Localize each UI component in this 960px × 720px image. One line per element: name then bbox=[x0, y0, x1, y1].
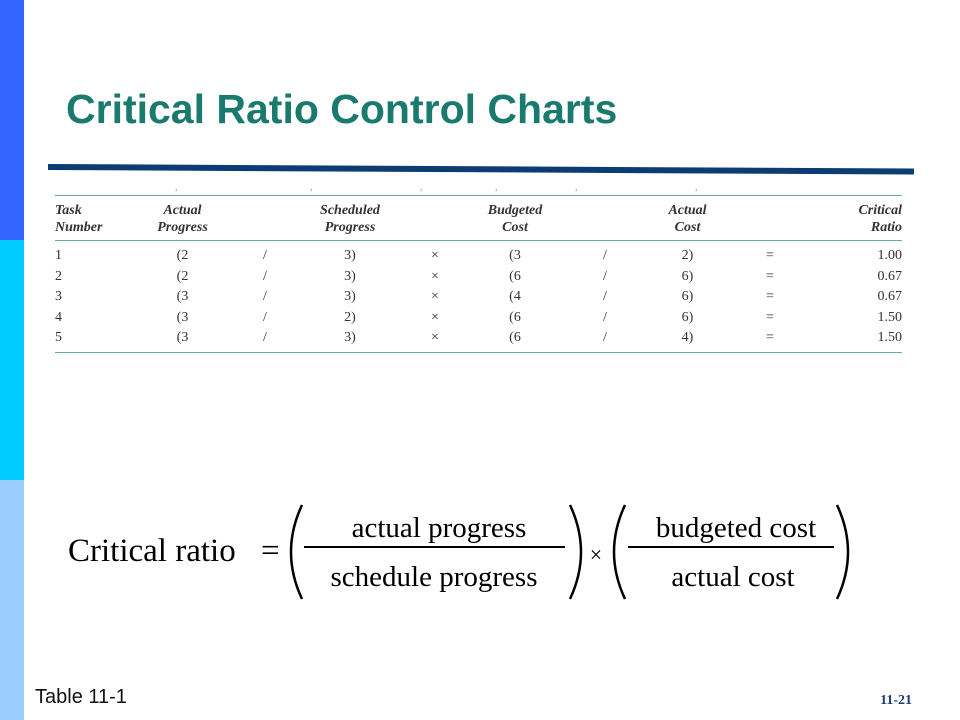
critical-ratio-value: 1.00 bbox=[877, 248, 902, 263]
scheduled-progress: 3) bbox=[344, 268, 356, 284]
equals-operator: = bbox=[725, 328, 815, 352]
critical-ratio-value: 1.50 bbox=[877, 309, 902, 325]
formula-lhs: Critical ratio bbox=[68, 533, 236, 569]
actual-cost: 6) bbox=[681, 309, 694, 325]
table-row bbox=[55, 328, 902, 352]
right-paren-1 bbox=[570, 505, 581, 599]
divide-operator: / bbox=[263, 309, 267, 325]
equals-operator: = bbox=[766, 268, 774, 284]
table-header-row bbox=[55, 196, 902, 241]
table-row bbox=[55, 308, 902, 329]
header-actual-cost: Actual Cost bbox=[650, 196, 725, 241]
left-paren-1 bbox=[291, 505, 302, 599]
divide-operator: / bbox=[560, 328, 650, 352]
fraction1-denominator: schedule progress bbox=[330, 561, 538, 593]
budgeted-cost: (6 bbox=[470, 328, 560, 352]
actual-cost: 2) bbox=[681, 248, 694, 263]
left-paren-2 bbox=[614, 505, 625, 599]
task-number: 1 bbox=[55, 248, 62, 263]
divide-operator: / bbox=[263, 248, 267, 263]
title-underline bbox=[48, 164, 914, 175]
slide-title: Critical Ratio Control Charts bbox=[66, 86, 618, 132]
actual-progress: (3 bbox=[135, 328, 230, 352]
divide-operator: / bbox=[603, 248, 607, 263]
critical-ratio-table bbox=[55, 195, 902, 353]
scheduled-progress: 3) bbox=[344, 289, 356, 304]
scan-artifact: , , , , , , bbox=[175, 186, 698, 193]
divide-operator: / bbox=[603, 289, 607, 304]
budgeted-cost: (6 bbox=[509, 309, 521, 325]
task-number: 2 bbox=[55, 268, 62, 284]
multiply-operator: × bbox=[431, 309, 439, 325]
table-row bbox=[55, 241, 902, 267]
actual-cost: 6) bbox=[681, 289, 694, 304]
header-scheduled-progress: Scheduled Progress bbox=[300, 196, 400, 241]
task-number: 3 bbox=[55, 289, 62, 304]
divide-operator: / bbox=[603, 268, 607, 284]
formula-equals: = bbox=[261, 533, 280, 569]
table-row bbox=[55, 267, 902, 288]
actual-progress: (3 bbox=[176, 309, 189, 325]
critical-ratio-formula bbox=[68, 500, 868, 605]
header-critical-ratio: Critical Ratio bbox=[815, 196, 902, 241]
header-task-number: Task Number bbox=[55, 196, 135, 241]
budgeted-cost: (3 bbox=[509, 248, 521, 263]
formula-times: × bbox=[589, 542, 603, 567]
divide-operator: / bbox=[230, 328, 300, 352]
fraction2-denominator: actual cost bbox=[671, 561, 795, 593]
right-paren-2 bbox=[837, 505, 848, 599]
fraction2-numerator: budgeted cost bbox=[655, 512, 817, 544]
table-caption: Table 11-1 bbox=[35, 686, 127, 708]
actual-cost: 4) bbox=[650, 328, 725, 352]
divide-operator: / bbox=[263, 289, 267, 304]
multiply-operator: × bbox=[431, 268, 439, 284]
divide-operator: / bbox=[603, 309, 607, 325]
equals-operator: = bbox=[766, 248, 774, 263]
actual-progress: (3 bbox=[176, 289, 189, 304]
multiply-operator: × bbox=[400, 328, 470, 352]
scheduled-progress: 3) bbox=[300, 328, 400, 352]
critical-ratio-value: 0.67 bbox=[877, 289, 902, 304]
accent-bar-top bbox=[0, 0, 24, 240]
page-number: 11-21 bbox=[880, 693, 912, 708]
accent-bar-middle bbox=[0, 240, 24, 480]
accent-bar-bottom bbox=[0, 480, 24, 720]
divide-operator: / bbox=[263, 268, 267, 284]
scheduled-progress: 3) bbox=[344, 248, 356, 263]
header-actual-progress: Actual Progress bbox=[135, 196, 230, 241]
multiply-operator: × bbox=[431, 289, 439, 304]
scheduled-progress: 2) bbox=[344, 309, 356, 325]
actual-cost: 6) bbox=[681, 268, 694, 284]
header-budgeted-cost: Budgeted Cost bbox=[470, 196, 560, 241]
table-row bbox=[55, 287, 902, 308]
budgeted-cost: (4 bbox=[509, 289, 521, 304]
task-number: 5 bbox=[55, 328, 135, 352]
fraction1-numerator: actual progress bbox=[351, 512, 527, 544]
multiply-operator: × bbox=[431, 248, 439, 263]
actual-progress: (2 bbox=[176, 268, 189, 284]
critical-ratio-value: 0.67 bbox=[877, 268, 902, 284]
equals-operator: = bbox=[766, 309, 774, 325]
budgeted-cost: (6 bbox=[509, 268, 521, 284]
equals-operator: = bbox=[766, 289, 774, 304]
critical-ratio-value: 1.50 bbox=[815, 328, 902, 352]
task-number: 4 bbox=[55, 309, 62, 325]
actual-progress: (2 bbox=[176, 248, 189, 263]
